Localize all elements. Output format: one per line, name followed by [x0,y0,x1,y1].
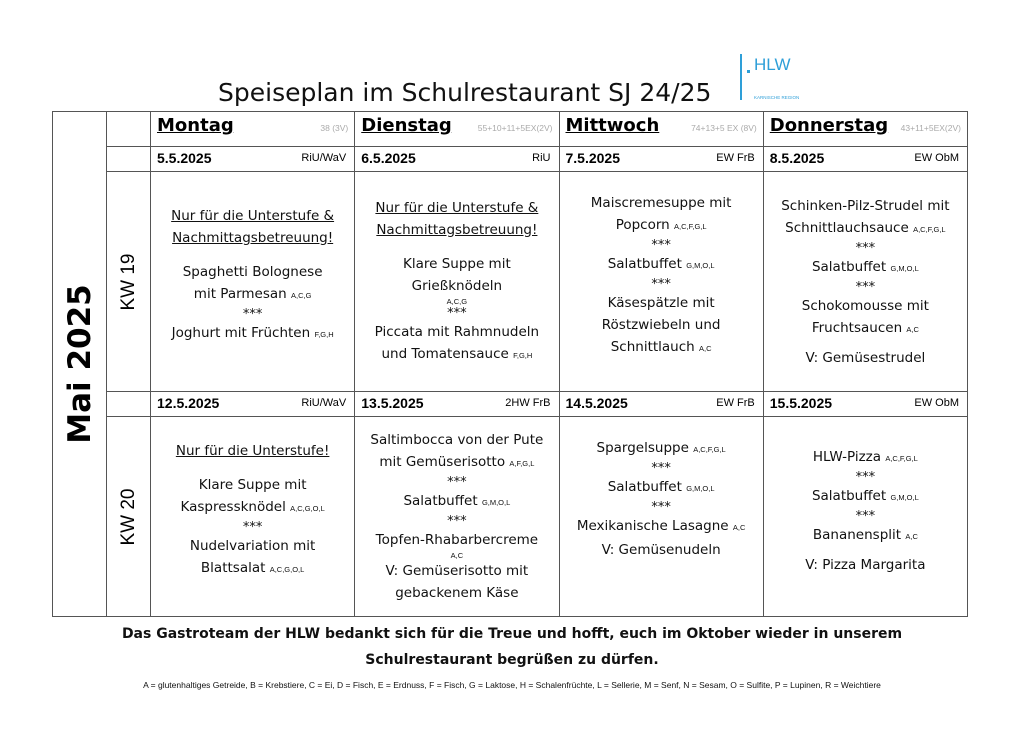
hlw-logo [738,52,818,102]
day-count: 38 (3V) [320,123,349,133]
dish-line: mit Gemüserisotto A,F,G,L [379,454,535,470]
logo-letter-h: HLW [754,55,791,74]
menu-cell-tuesday [355,417,559,617]
dish-line: Käsespätzle mit [607,294,715,311]
staff-text: 2HW FrB [505,397,551,409]
dish-line: Saltimbocca von der Pute [370,432,544,448]
menu-row-kw19 [53,172,968,392]
allergen-codes: G,M,O,L [686,483,715,493]
page-title: Speiseplan im Schulrestaurant SJ 24/25 [218,78,712,107]
kw-cell [107,172,151,392]
separator-stars: *** [651,237,671,253]
day-header-wednesday [559,112,763,147]
vegetarian-option: V: Pizza Margarita [805,556,926,573]
date-row-kw20 [53,392,968,417]
date-cell [763,392,967,417]
date-cell [763,147,967,172]
dish-line: Schnittlauchsauce A,C,F,G,L [785,219,946,236]
date-cell [151,147,355,172]
menu-note: Nur für die Unterstufe & [375,199,539,216]
allergen-codes: G,M,O,L [890,492,919,502]
menu-note: Nur für die Unterstufe & [171,208,335,224]
dish-line: Salatbuffet G,M,O,L [403,493,511,509]
dish-line: mit Parmesan A,C,G [193,286,312,302]
thanks-line-1: Das Gastroteam der HLW bedankt sich für die Treue und hofft, euch im Oktober wieder in unserem [121,626,903,642]
date-text: 14.5.2025 [565,395,628,411]
dish-line: Klare Suppe mit [402,255,511,272]
allergen-codes: A,C,G,O,L [269,565,305,574]
date-cell [559,147,763,172]
dish-line: Salatbuffet G,M,O,L [607,478,715,495]
separator-stars: *** [242,307,263,322]
separator-stars: *** [855,508,876,524]
dish-line: Maiscremesuppe mit [590,194,732,211]
day-header-tuesday [355,112,559,147]
staff-text: RiU/WaV [301,152,347,164]
date-row-kw19 [53,147,968,172]
date-text: 6.5.2025 [361,150,416,166]
date-cell [355,147,559,172]
separator-stars: *** [651,276,671,292]
allergen-codes: G,M,O,L [890,263,919,273]
dish-line: Fruchtsaucen A,C [811,319,919,336]
allergen-codes: A,C,G [291,291,312,300]
allergen-legend: A = glutenhaltiges Getreide, B = Krebstiere, C = Ei, D = Fisch, E = Erdnuss, F = Fisch, G = Laktose, H = Schalenfrüchte, L = Sellerie, M = Senf, N = Sesam, O = Sulfite, P = Lupinen, R = Weichtiere [143,680,881,690]
allergen-codes: A,C,F,G,L [885,453,918,463]
vegetarian-option: V: Gemüsenudeln [601,541,721,558]
dish-line: Salatbuffet G,M,O,L [811,258,919,275]
allergen-codes: A,C [906,324,919,334]
allergen-codes: G,M,O,L [686,260,715,270]
day-header-monday [151,112,355,147]
month-label: Mai 2025 [61,284,98,444]
kw-header-empty [107,112,151,147]
menu-note: Nur für die Unterstufe! [175,443,330,459]
vegetarian-option: V: Gemüserisotto mit [385,563,529,579]
menu-row-kw20 [53,417,968,617]
dish-line: Popcorn A,C,F,G,L [615,216,707,233]
kw-date-empty [107,392,151,417]
day-name: Mittwoch [565,115,660,136]
separator-stars: *** [855,279,876,295]
menu-cell-thursday [763,417,967,617]
dish-line: Klare Suppe mit [198,477,307,493]
date-cell [355,392,559,417]
date-text: 5.5.2025 [157,150,212,166]
staff-text: EW ObM [914,397,959,409]
allergen-codes: A,C,F,G,L [913,224,946,234]
kw-cell [107,417,151,617]
date-cell [559,392,763,417]
dish-line: Spargelsuppe A,C,F,G,L [596,439,726,456]
menu-cell-wednesday [559,417,763,617]
menu-cell-monday [151,417,355,617]
day-count: 43+11+5EX(2V) [900,123,961,133]
kw-date-empty [107,147,151,172]
day-name: Donnerstag [769,115,889,136]
allergen-codes: F,G,H [513,350,533,360]
dish-line: Kaspressknödel A,C,G,O,L [180,499,325,515]
vegetarian-option: gebackenem Käse [395,585,519,601]
allergen-codes: A,F,G,L [509,459,535,468]
dish-line: Bananensplit A,C [812,526,918,543]
date-text: 12.5.2025 [157,395,220,411]
allergen-codes: A,C,F,G,L [674,221,707,231]
date-text: 7.5.2025 [565,150,620,166]
dish-line: Piccata mit Rahmnudeln [374,323,540,340]
date-text: 15.5.2025 [769,395,833,411]
dish-line: Salatbuffet G,M,O,L [811,487,919,504]
allergen-codes: A,C,F,G,L [693,444,726,454]
dish-line: Joghurt mit Früchten F,G,H [171,325,334,341]
dish-line: Grießknödeln [411,277,503,294]
staff-text: RiU [532,152,551,164]
staff-text: EW FrB [716,397,755,409]
menu-cell-tuesday [355,172,559,392]
date-text: 8.5.2025 [769,150,825,166]
allergen-codes: A,C [905,531,918,541]
separator-stars: *** [855,469,876,485]
dish-line: Röstzwiebeln und [601,316,721,333]
dish-line: Blattsalat A,C,G,O,L [200,560,305,576]
allergen-codes: A,C [732,522,746,532]
kw-label: KW 20 [117,487,139,546]
thanks-line-2: Schulrestaurant begrüßen zu dürfen. [365,652,659,668]
allergen-codes: A,C,G [446,296,468,306]
staff-text: EW ObM [914,152,959,164]
allergen-codes: A,C,G,O,L [290,504,325,513]
dish-line: Topfen-Rhabarbercreme [375,532,539,548]
separator-stars: *** [447,475,467,490]
kw-label: KW 19 [117,252,139,311]
menu-table [52,111,968,617]
date-text: 13.5.2025 [361,395,424,411]
allergen-codes: A,C [699,343,712,353]
date-cell [151,392,355,417]
allergen-codes: G,M,O,L [481,498,511,507]
dish-line: HLW-Pizza A,C,F,G,L [812,448,918,465]
day-header-thursday [763,112,967,147]
month-cell [53,112,107,617]
day-name: Montag [157,115,234,136]
vegetarian-option: V: Gemüsestrudel [805,349,926,366]
dish-line: Nudelvariation mit [189,538,316,554]
allergen-codes: A,C [450,551,464,560]
staff-text: EW FrB [716,152,755,164]
separator-stars: *** [447,305,467,321]
day-count: 55+10+11+5EX(2V) [477,123,553,133]
menu-note: Nachmittagsbetreuung! [172,230,334,246]
menu-cell-monday [151,172,355,392]
separator-stars: *** [855,240,876,256]
separator-stars: *** [651,499,671,515]
logo-subtitle: KARNISCHE REGION [754,95,800,100]
day-count: 74+13+5 EX (8V) [691,123,757,133]
dish-line: Mexikanische Lasagne A,C [576,517,746,534]
dish-line: Salatbuffet G,M,O,L [607,255,715,272]
dish-line: Spaghetti Bolognese [182,264,323,280]
dish-line: Schokomousse mit [801,297,929,314]
day-name: Dienstag [361,115,452,136]
menu-cell-thursday [763,172,967,392]
allergen-codes: F,G,H [314,330,334,339]
dish-line: Schnittlauch A,C [610,338,712,355]
dish-line: Schinken-Pilz-Strudel mit [781,197,950,214]
menu-note: Nachmittagsbetreuung! [376,221,538,238]
day-header-row [53,112,968,147]
separator-stars: *** [242,520,263,535]
dish-line: und Tomatensauce F,G,H [381,345,533,362]
separator-stars: *** [651,460,671,476]
menu-cell-wednesday [559,172,763,392]
staff-text: RiU/WaV [301,397,347,409]
separator-stars: *** [447,514,467,529]
